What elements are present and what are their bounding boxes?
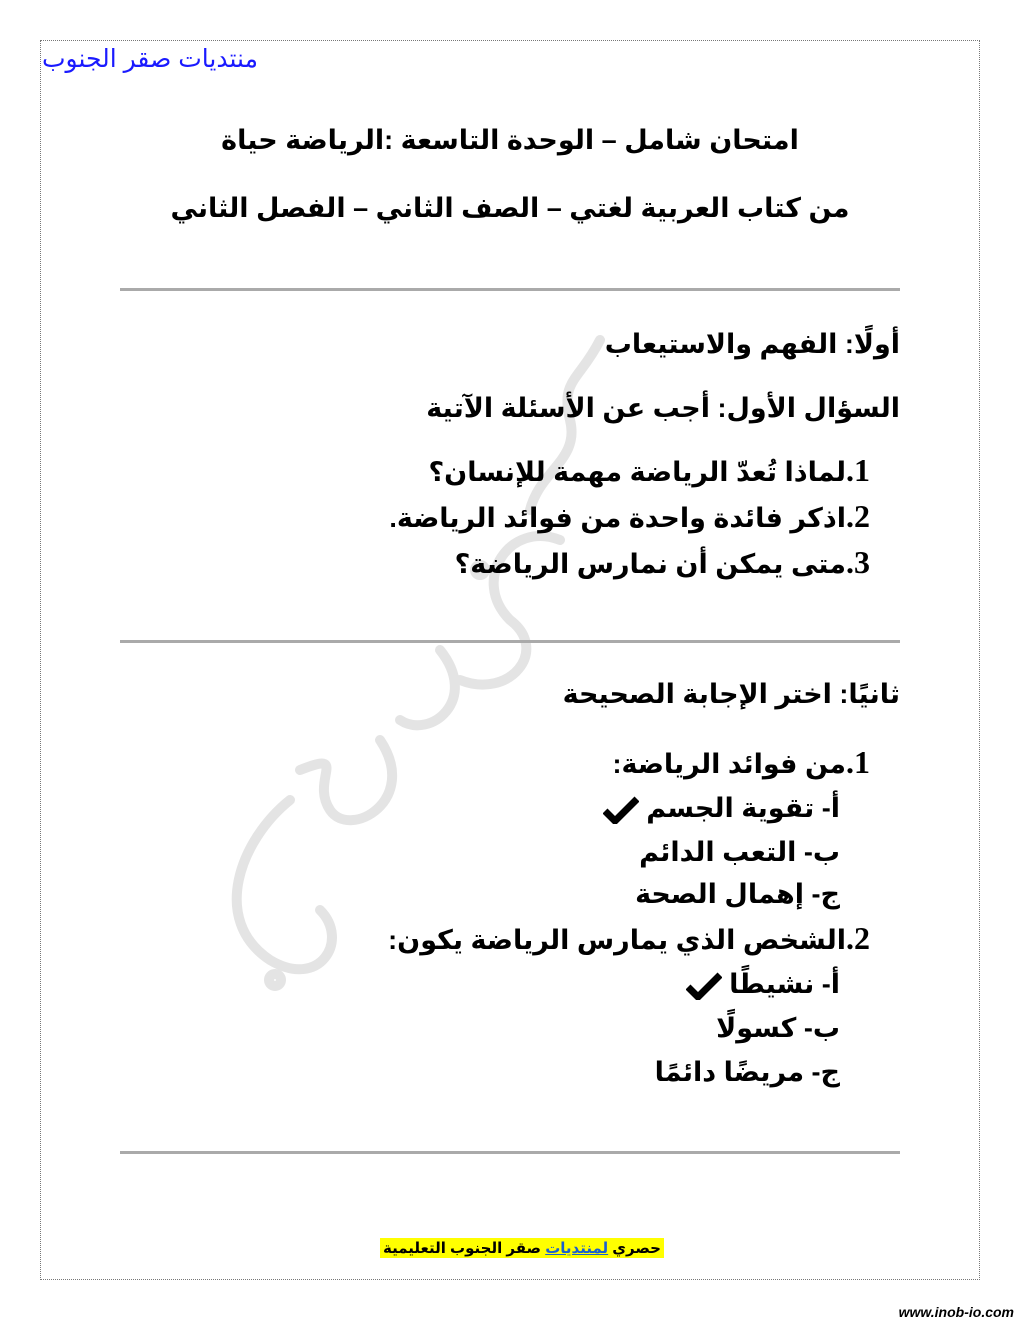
item-number: 1. — [846, 744, 870, 780]
item-text: لماذا تُعدّ الرياضة مهمة للإنسان؟ — [428, 457, 846, 487]
footer-suffix: صقر الجنوب التعليمية — [383, 1240, 546, 1257]
question-item — [428, 452, 870, 490]
item-text: اذكر فائدة واحدة من فوائد الرياضة. — [389, 503, 846, 533]
option: ج- إهمال الصحة — [635, 879, 840, 909]
option-text: أ- تقوية الجسم — [646, 793, 840, 823]
checkmark-icon — [603, 796, 639, 824]
section2-heading: ثانيًا: اختر الإجابة الصحيحة — [562, 679, 900, 709]
mcq-question — [388, 920, 870, 958]
item-number: 1. — [846, 452, 870, 488]
exam-subtitle: من كتاب العربية لغتي – الصف الثاني – الفصل الثاني — [170, 193, 850, 223]
option: ب- كسولًا — [716, 1013, 840, 1043]
option-text: أ- نشيطًا — [729, 969, 840, 999]
divider — [120, 1151, 900, 1154]
item-text: متى يمكن أن نمارس الرياضة؟ — [454, 549, 846, 579]
item-text: الشخص الذي يمارس الرياضة يكون: — [388, 925, 846, 955]
divider — [120, 288, 900, 291]
exam-title: امتحان شامل – الوحدة التاسعة :الرياضة حياة — [221, 125, 799, 155]
item-number: 2. — [846, 920, 870, 956]
question-item — [389, 498, 870, 536]
item-text: من فوائد الرياضة: — [612, 749, 846, 779]
section1-heading: أولًا: الفهم والاستيعاب — [604, 329, 900, 359]
site-url: www.inob-io.com — [898, 1304, 1014, 1320]
option — [603, 790, 840, 826]
question-item — [455, 544, 870, 582]
divider — [120, 640, 900, 643]
option: ب- التعب الدائم — [639, 837, 840, 867]
item-number: 3. — [846, 544, 870, 580]
page-border — [40, 40, 980, 1280]
footer-banner — [380, 1238, 664, 1258]
mcq-question — [612, 744, 870, 782]
footer-link[interactable]: لمنتديات — [545, 1240, 609, 1257]
item-number: 2. — [846, 498, 870, 534]
footer-prefix: حصري — [608, 1240, 661, 1257]
option: ج- مريضًا دائمًا — [654, 1057, 840, 1087]
site-link[interactable]: منتديات صقر الجنوب — [42, 45, 258, 73]
option — [686, 966, 840, 1002]
checkmark-icon — [686, 972, 722, 1000]
section1-question: السؤال الأول: أجب عن الأسئلة الآتية — [426, 393, 900, 423]
